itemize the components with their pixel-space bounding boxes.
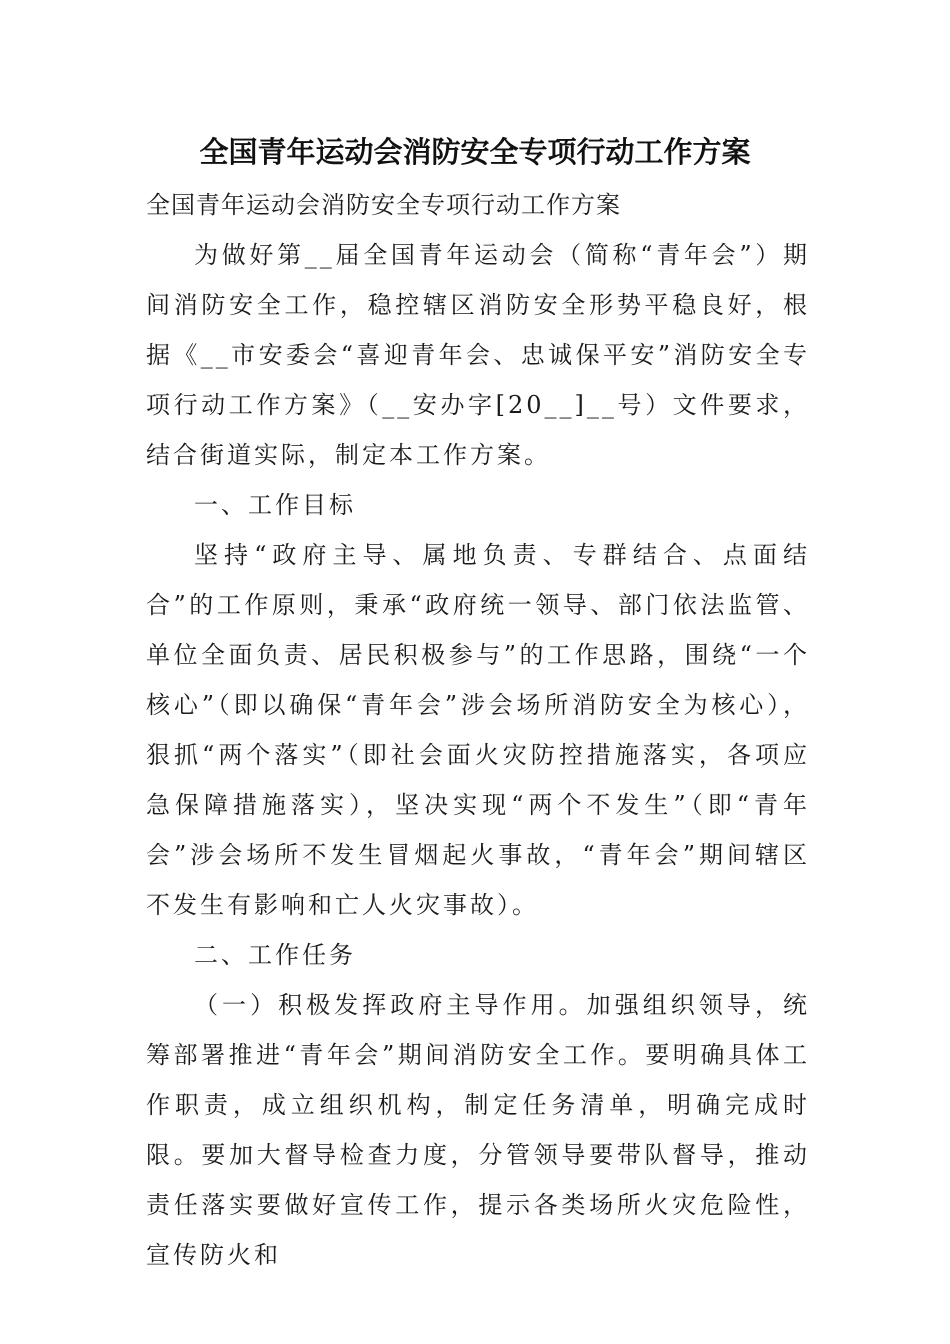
paragraph-task-1: （一）积极发挥政府主导作用。加强组织领导，统筹部署推进“青年会”期间消防安全工作。要明确具体工作职责，成立组织机构，制定任务清单，明确完成时限。要加大督导检查力度，分管领导要带队督导，推动责任落实要做好宣传工作，提示各类场所火灾危险性，宣传防火和 bbox=[146, 991, 810, 1269]
section-heading-tasks: 二、工作任务 bbox=[194, 941, 356, 969]
document-subtitle: 全国青年运动会消防安全专项行动工作方案 bbox=[146, 191, 621, 219]
section-heading-goals: 一、工作目标 bbox=[194, 491, 356, 519]
document-body bbox=[146, 180, 810, 1280]
paragraph-goals: 坚持“政府主导、属地负责、专群结合、点面结合”的工作原则，秉承“政府统一领导、部门依法监管、单位全面负责、居民积极参与”的工作思路，围绕“一个核心”（即以确保“青年会”涉会场所消防安全为核心），狠抓“两个落实”（即社会面火灾防控措施落实，各项应急保障措施落实），坚决实现“两个不发生”（即“青年会”涉会场所不发生冒烟起火事故，“青年会”期间辖区不发生有影响和亡人火灾事故）。 bbox=[146, 541, 810, 919]
document-title: 全国青年运动会消防安全专项行动工作方案 bbox=[199, 135, 751, 169]
paragraph-intro: 为做好第__届全国青年运动会（简称“青年会”）期间消防安全工作，稳控辖区消防安全形势平稳良好，根据《__市安委会“喜迎青年会、忠诚保平安”消防安全专项行动工作方案》（__安办字[20__]__号）文件要求，结合街道实际，制定本工作方案。 bbox=[146, 241, 810, 469]
